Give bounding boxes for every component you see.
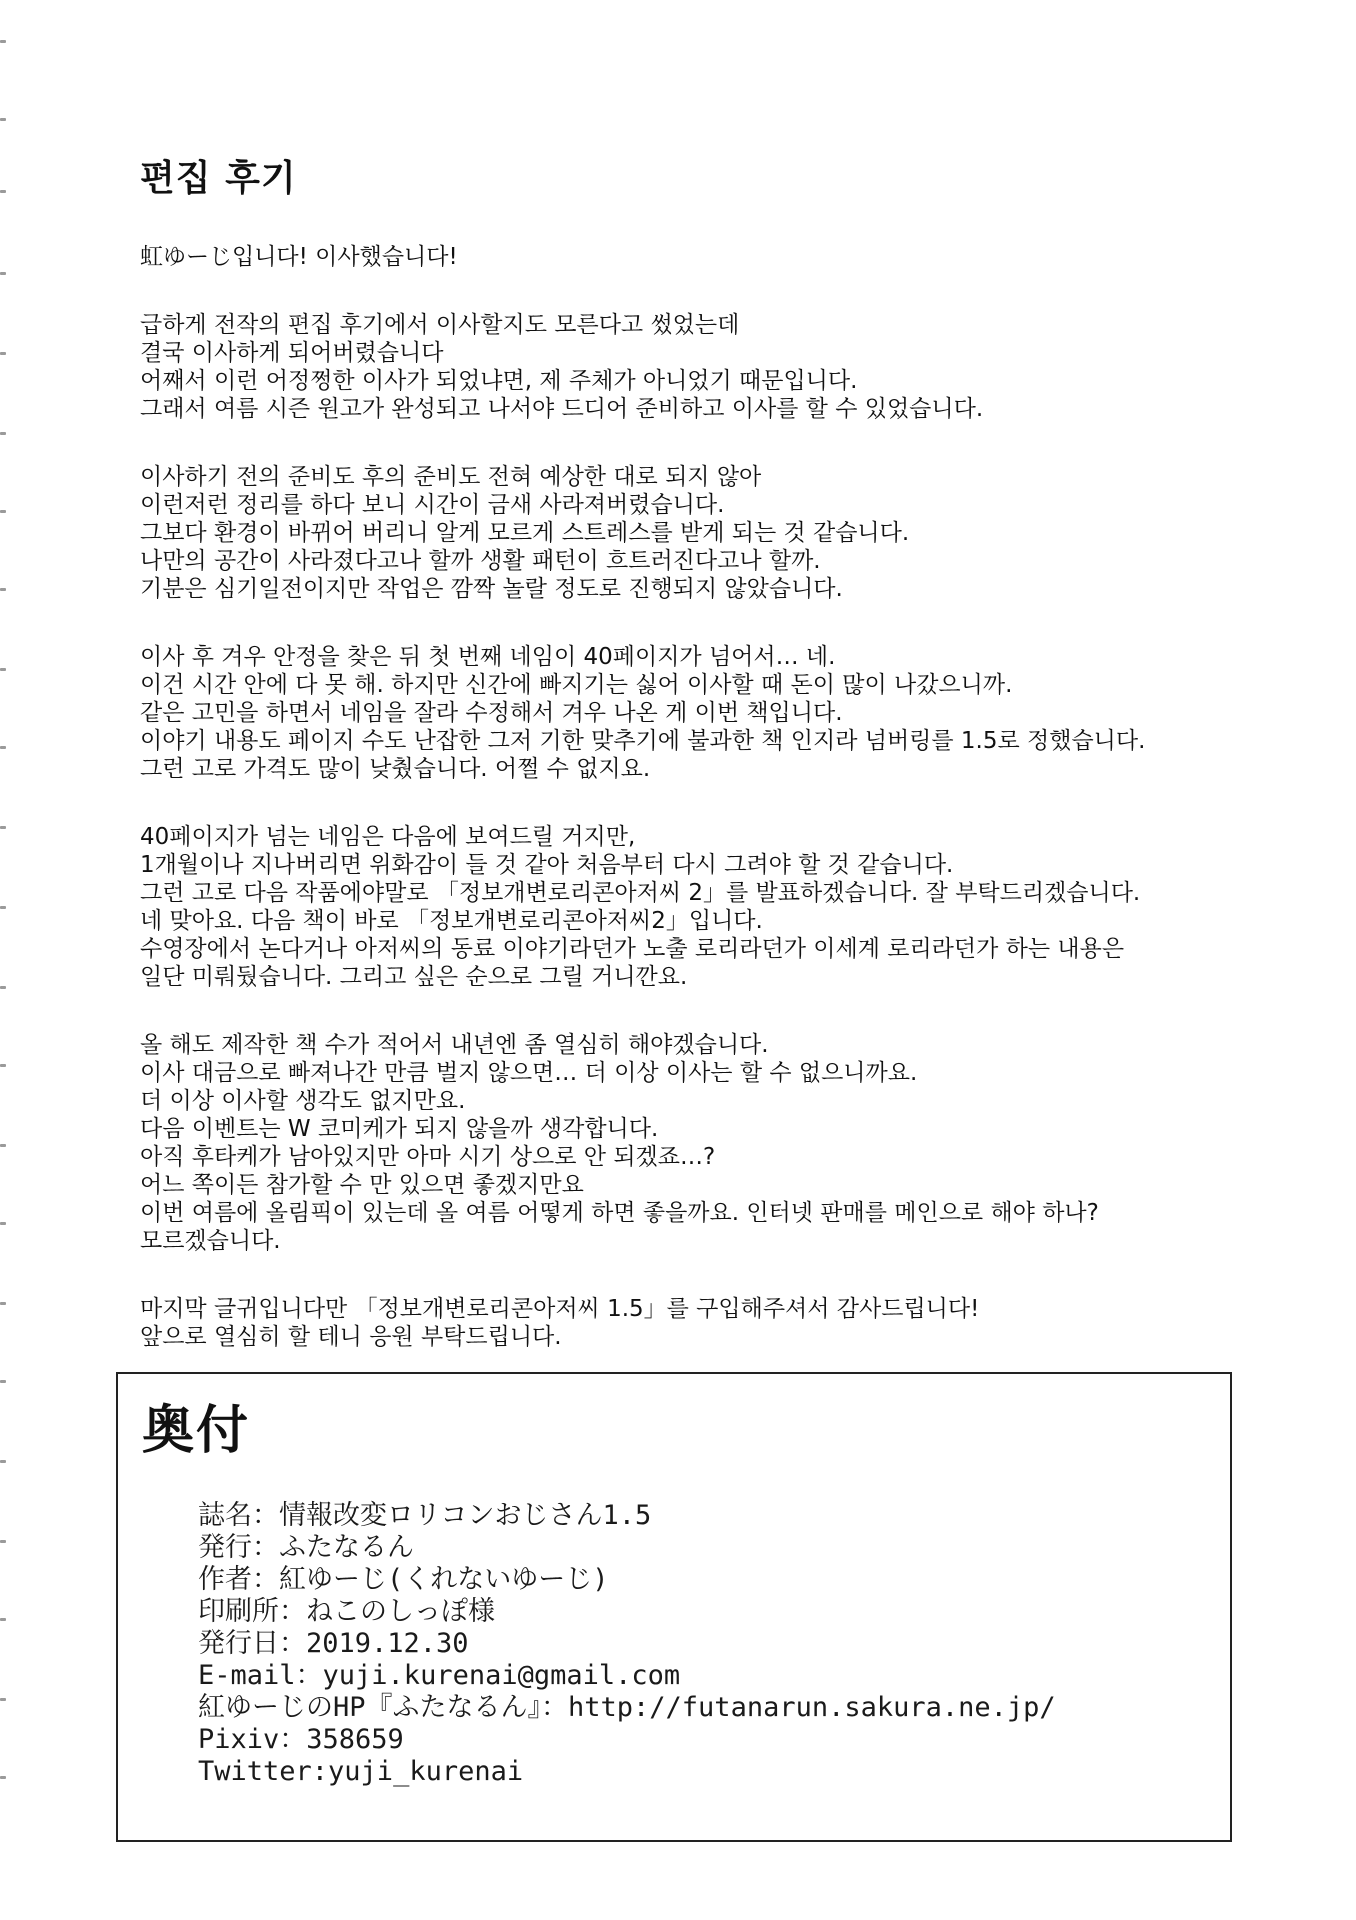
afterword-line: 그런 고로 가격도 많이 낮췄습니다. 어쩔 수 없지요. (140, 756, 651, 782)
colophon-row: 紅ゆーじのHP『ふたなるん』：http://futanarun.sakura.ne.jp/ (198, 1692, 1056, 1723)
afterword-title: 편집 후기 (140, 158, 297, 199)
afterword-line: 이런저런 정리를 하다 보니 시간이 금새 사라져버렸습니다. (140, 492, 725, 518)
colophon-row: 誌名：情報改変ロリコンおじさん1.5 (198, 1500, 652, 1531)
afterword-section (140, 150, 1260, 1391)
afterword-line: 이건 시간 안에 다 못 해. 하지만 신간에 빠지기는 싫어 이사할 때 돈이 많이 나갔으니까. (140, 672, 1013, 698)
colophon-list (198, 1500, 1208, 1788)
binding-marks (0, 40, 10, 1860)
afterword-paragraph (140, 1031, 1260, 1255)
afterword-line: 아직 후타케가 남아있지만 아마 시기 상으로 안 되겠죠…? (140, 1144, 716, 1170)
afterword-paragraph (140, 463, 1260, 603)
afterword-line: 나만의 공간이 사라졌다고나 할까 생활 패턴이 흐트러진다고나 할까. (140, 548, 821, 574)
afterword-line: 그보다 환경이 바뀌어 버리니 알게 모르게 스트레스를 받게 되는 것 같습니다. (140, 520, 910, 546)
colophon-row: 発行：ふたなるん (198, 1532, 414, 1563)
afterword-line: 급하게 전작의 편집 후기에서 이사할지도 모른다고 썼었는데 (140, 312, 740, 338)
afterword-paragraph (140, 643, 1260, 783)
afterword-line: 이사 대금으로 빠져나간 만큼 벌지 않으면… 더 이상 이사는 할 수 없으니까요. (140, 1060, 918, 1086)
colophon-row: Twitter:yuji_kurenai (198, 1756, 524, 1787)
afterword-paragraph (140, 311, 1260, 423)
afterword-line: 다음 이벤트는 W 코미케가 되지 않을까 생각합니다. (140, 1116, 659, 1142)
colophon-row: E-mail：yuji.kurenai@gmail.com (198, 1660, 681, 1691)
afterword-line: 같은 고민을 하면서 네임을 잘라 수정해서 겨우 나온 게 이번 책입니다. (140, 700, 843, 726)
colophon-box (116, 1372, 1232, 1842)
afterword-line: 虹ゆーじ입니다! 이사했습니다! (140, 244, 458, 270)
afterword-body (140, 243, 1260, 1351)
afterword-line: 이번 여름에 올림픽이 있는데 올 여름 어떻게 하면 좋을까요. 인터넷 판매를 메인으로 해야 하나? (140, 1200, 1099, 1226)
afterword-line: 1개월이나 지나버리면 위화감이 들 것 같아 처음부터 다시 그려야 할 것 같습니다. (140, 852, 954, 878)
afterword-paragraph (140, 243, 1260, 271)
afterword-line: 수영장에서 논다거나 아저씨의 동료 이야기라던가 노출 로리라던가 이세계 로리라던가 하는 내용은 (140, 936, 1125, 962)
afterword-line: 모르겠습니다. (140, 1228, 281, 1254)
afterword-line: 앞으로 열심히 할 테니 응원 부탁드립니다. (140, 1324, 562, 1350)
afterword-line: 이사하기 전의 준비도 후의 준비도 전혀 예상한 대로 되지 않아 (140, 464, 762, 490)
afterword-line: 어느 쪽이든 참가할 수 만 있으면 좋겠지만요 (140, 1172, 584, 1198)
afterword-line: 마지막 글귀입니다만 「정보개변로리콘아저씨 1.5」를 구입해주셔서 감사드립니다! (140, 1296, 980, 1322)
afterword-line: 일단 미뤄뒀습니다. 그리고 싶은 순으로 그릴 거니깐요. (140, 964, 688, 990)
afterword-paragraph (140, 1295, 1260, 1351)
colophon-row: Pixiv：358659 (198, 1724, 404, 1755)
afterword-line: 어째서 이런 어정쩡한 이사가 되었냐면, 제 주체가 아니었기 때문입니다. (140, 368, 858, 394)
colophon-row: 印刷所：ねこのしっぽ様 (198, 1596, 495, 1627)
afterword-line: 더 이상 이사할 생각도 없지만요. (140, 1088, 466, 1114)
afterword-line: 기분은 심기일전이지만 작업은 깜짝 놀랄 정도로 진행되지 않았습니다. (140, 576, 843, 602)
afterword-line: 그래서 여름 시즌 원고가 완성되고 나서야 드디어 준비하고 이사를 할 수 있었습니다. (140, 396, 984, 422)
afterword-line: 그런 고로 다음 작품에야말로 「정보개변로리콘아저씨 2」를 발표하겠습니다. 잘 부탁드리겠습니다. (140, 880, 1141, 906)
colophon-title: 奥付 (142, 1400, 251, 1461)
afterword-line: 네 맞아요. 다음 책이 바로 「정보개변로리콘아저씨2」입니다. (140, 908, 763, 934)
afterword-line: 40페이지가 넘는 네임은 다음에 보여드릴 거지만, (140, 824, 636, 850)
afterword-line: 올 해도 제작한 책 수가 적어서 내년엔 좀 열심히 해야겠습니다. (140, 1032, 769, 1058)
afterword-line: 이사 후 겨우 안정을 찾은 뒤 첫 번째 네임이 40페이지가 넘어서… 네. (140, 644, 836, 670)
afterword-paragraph (140, 823, 1260, 991)
afterword-line: 결국 이사하게 되어버렸습니다 (140, 340, 444, 366)
colophon-row: 作者：紅ゆーじ(くれないゆーじ) (198, 1564, 609, 1595)
colophon-row: 発行日：2019.12.30 (198, 1628, 469, 1659)
afterword-line: 이야기 내용도 페이지 수도 난잡한 그저 기한 맞추기에 불과한 책 인지라 넘버링를 1.5로 정했습니다. (140, 728, 1146, 754)
